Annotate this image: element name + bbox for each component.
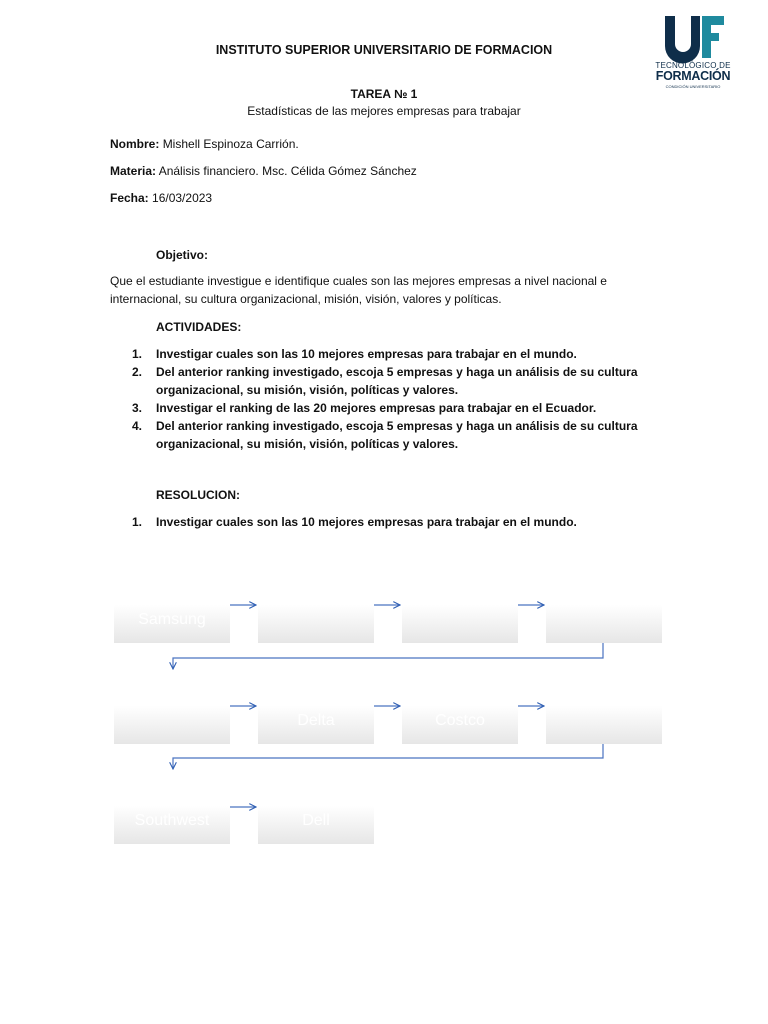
date-label: Fecha:	[110, 191, 149, 205]
activity-number: 2.	[132, 365, 143, 379]
activity-number: 1.	[132, 347, 143, 361]
resolution-heading: RESOLUCION:	[156, 488, 240, 502]
activity-text: Del anterior ranking investigado, escoja 5 empresas y haga un análisis de su cultura organizacional, su misión, visión, políticas y valores.	[156, 365, 638, 397]
company-box: Costco	[402, 706, 518, 744]
name-value: Mishell Espinoza Carrión.	[162, 137, 299, 151]
company-box	[114, 706, 230, 744]
logo-line-2: FORMACIÓN	[655, 69, 731, 83]
company-box	[546, 605, 662, 643]
objective-heading: Objetivo:	[156, 248, 209, 262]
company-box: Delta	[258, 706, 374, 744]
logo-line-3: CONDICIÓN UNIVERSITARIO	[665, 84, 721, 89]
task-subtitle: Estadísticas de las mejores empresas para trabajar	[247, 104, 521, 118]
resolution-item-text: Investigar cuales son las 10 mejores empresas para trabajar en el mundo.	[156, 515, 577, 529]
objective-text: Que el estudiante investigue e identifique cuales son las mejores empresas a nivel nacional e internacional, su cultura organizacional, misión, visión, valores y políticas.	[110, 274, 607, 306]
institute-title: INSTITUTO SUPERIOR UNIVERSITARIO DE FORMACION	[215, 43, 553, 57]
logo-line-1: TECNOLÓGICO DE	[655, 61, 731, 70]
subject-value: Análisis financiero. Msc. Célida Gómez Sánchez	[158, 164, 417, 178]
company-box	[258, 605, 374, 643]
task-title: TAREA № 1	[350, 87, 418, 101]
activity-text: Investigar el ranking de las 20 mejores empresas para trabajar en el Ecuador.	[156, 401, 597, 415]
activity-text: Investigar cuales son las 10 mejores empresas para trabajar en el mundo.	[156, 347, 577, 361]
activity-number: 4.	[132, 419, 143, 433]
company-box: Dell	[258, 806, 374, 844]
company-box: Samsung	[114, 605, 230, 643]
company-box: Southwest	[114, 806, 230, 844]
activity-number: 3.	[132, 401, 143, 415]
flow-wrap-arrow	[173, 744, 603, 769]
flow-wrap-arrow	[173, 643, 603, 669]
company-box	[402, 605, 518, 643]
date-value: 16/03/2023	[152, 191, 213, 205]
activity-text: Del anterior ranking investigado, escoja 5 empresas y haga un análisis de su cultura organizacional, su misión, visión, políticas y valores.	[156, 419, 638, 451]
name-label: Nombre:	[110, 137, 160, 151]
company-box	[546, 706, 662, 744]
resolution-item-number: 1.	[132, 515, 143, 529]
subject-label: Materia:	[110, 164, 157, 178]
activities-heading: ACTIVIDADES:	[156, 320, 242, 334]
